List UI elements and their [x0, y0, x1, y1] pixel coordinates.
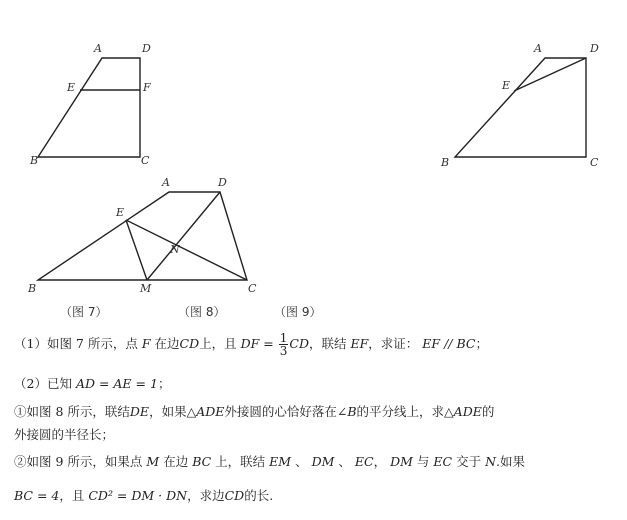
fig9-label-n: N [170, 243, 180, 256]
fig9-label-c: C [248, 282, 257, 295]
question-2b-line-1: ②如图 9 所示，如果点 M 在边 BC 上，联结 EM 、 DM 、 EC， DM 与 EC 交于 N.如果 [14, 454, 526, 469]
figure-7 [38, 58, 140, 157]
question-2b-line-2: BC = 4，且 CD² = DM · DN，求边CD的长. [14, 488, 274, 503]
fig8-trapezoid [455, 58, 586, 157]
fig9-label-e: E [116, 206, 125, 219]
fig7-label-d: D [142, 42, 151, 55]
caption-fig8: （图 8） [178, 305, 226, 319]
caption-fig7: （图 7） [60, 305, 108, 319]
figure-9 [38, 192, 247, 280]
fig9-label-d: D [218, 176, 227, 189]
fig7-label-f: F [143, 81, 151, 94]
fig8-label-d: D [590, 42, 599, 55]
fraction-one-third: $\frac{1}{3}$ [279, 331, 288, 358]
fig8-label-b: B [441, 156, 450, 169]
question-2a-line-1: ①如图 8 所示，联结DE，如果△ADE外接圆的心恰好落在∠B的平分线上，求△ADE的 [14, 404, 495, 419]
fig8-label-c: C [590, 156, 599, 169]
figure-8 [455, 58, 586, 157]
fig8-label-a: A [534, 42, 542, 55]
fig9-label-a: A [162, 176, 170, 189]
question-2: （2）已知 AD = AE = 1； [14, 376, 171, 391]
fig7-label-c: C [141, 154, 150, 167]
fig8-label-e: E [502, 79, 511, 92]
fig9-label-b: B [28, 282, 37, 295]
question-2a-line-2: 外接圆的半径长； [14, 427, 115, 442]
fig7-label-a: A [94, 42, 102, 55]
fig7-label-e: E [67, 81, 76, 94]
fig7-trapezoid [38, 58, 140, 157]
caption-fig9: （图 9） [274, 305, 322, 319]
fig9-label-m: M [140, 282, 152, 295]
fig8-segment-de [514, 58, 586, 91]
question-1: （1）如图 7 所示，点 F 在边CD上，且 DF = $\frac{1}{3}$ CD，联结 EF，求证： EF // BC； [14, 331, 488, 358]
fig7-label-b: B [30, 154, 39, 167]
